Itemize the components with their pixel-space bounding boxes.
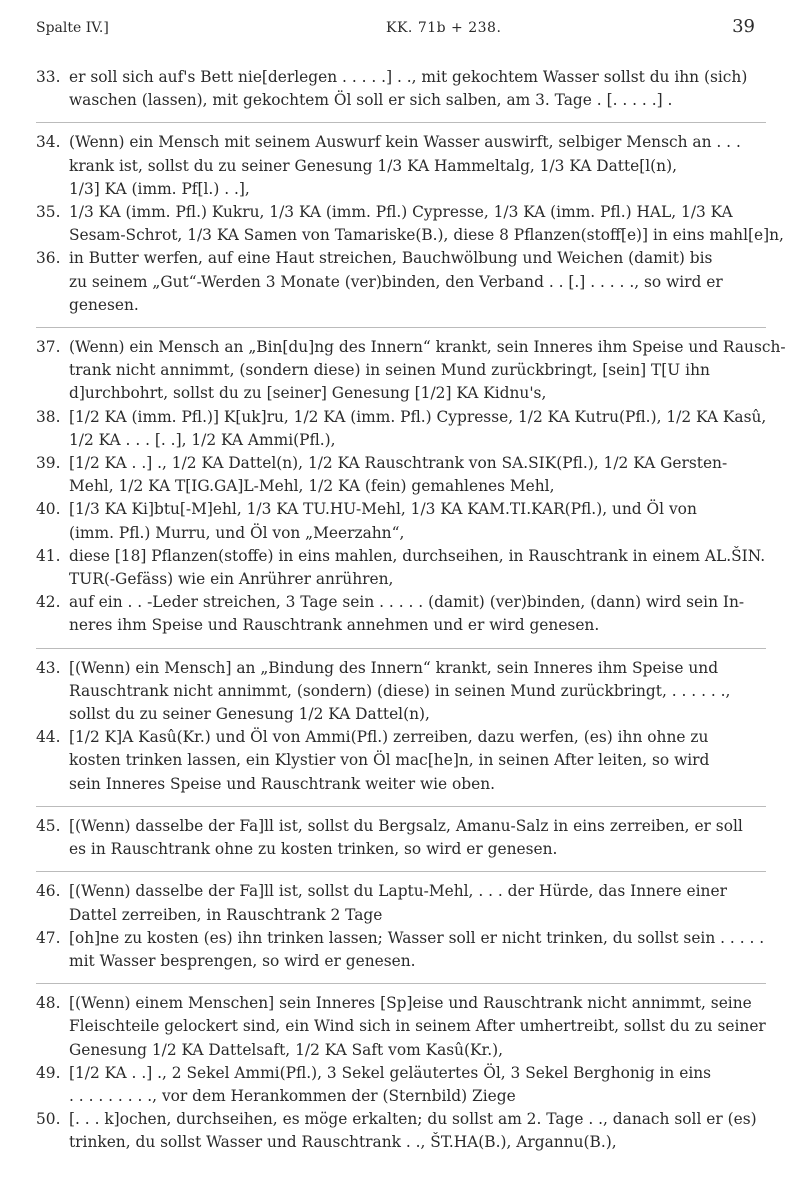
line-text: [1/2 KA . .] ., 2 Sekel Ammi(Pfl.), 3 Sekel geläutertes Öl, 3 Sekel Berghonig in eins xyxy=(69,1063,712,1082)
text-paragraph xyxy=(36,815,766,861)
line-number: 38. xyxy=(36,407,61,426)
text-line: . . . . . . . . ., vor dem Herankommen der (Sternbild) Ziege xyxy=(69,1086,516,1105)
line-number: 42. xyxy=(36,593,61,612)
text-line: zu seinem „Gut“-Werden 3 Monate (ver)binden, den Verband . . [.] . . . . ., so wird er xyxy=(69,272,723,291)
text-paragraph xyxy=(36,131,784,317)
text-line: Dattel zerreiben, in Rauschtrank 2 Tage xyxy=(69,905,383,924)
line-text: [1/2 K]A Kasû(Kr.) und Öl von Ammi(Pfl.) zerreiben, dazu werfen, (es) ihn ohne zu xyxy=(69,728,709,747)
text-line xyxy=(36,815,766,838)
line-number: 34. xyxy=(36,133,61,152)
line-text: (Wenn) ein Mensch mit seinem Auswurf kein Wasser auswirft, selbiger Mensch an . . . xyxy=(69,133,741,152)
section-divider xyxy=(36,648,766,649)
text-line: Rauschtrank nicht annimmt, (sondern) (diese) in seinen Mund zurückbringt, . . . . . ., xyxy=(69,681,731,700)
line-number: 44. xyxy=(36,728,61,747)
line-text: 1/3 KA (imm. Pfl.) Kukru, 1/3 KA (imm. Pfl.) Cypresse, 1/3 KA (imm. Pfl.) HAL, 1/3 KA xyxy=(69,203,733,222)
text-line: Sesam-Schrot, 1/3 KA Samen von Tamariske(B.), diese 8 Pflanzen(stoff[e)] in eins mahl[e]n, xyxy=(69,226,784,245)
text-line: waschen (lassen), mit gekochtem Öl soll er sich salben, am 3. Tage . [. . . . .] . xyxy=(69,91,673,110)
line-number: 43. xyxy=(36,658,61,677)
text-line xyxy=(36,992,766,1015)
line-number: 35. xyxy=(36,203,61,222)
line-number: 45. xyxy=(36,816,61,835)
line-text: [(Wenn) dasselbe der Fa]ll ist, sollst du Laptu-Mehl, . . . der Hürde, das Innere einer xyxy=(69,882,727,901)
text-line xyxy=(36,452,766,475)
line-number: 46. xyxy=(36,882,61,901)
column-label: Spalte IV.] xyxy=(36,20,109,36)
text-line xyxy=(36,131,766,154)
line-number: 36. xyxy=(36,249,61,268)
section-divider xyxy=(36,983,766,984)
section-divider xyxy=(36,327,766,328)
text-line: sein Inneres Speise und Rauschtrank weiter wie oben. xyxy=(69,774,496,793)
text-line xyxy=(36,880,766,903)
text-line xyxy=(36,201,766,224)
section-divider xyxy=(36,122,766,123)
text-paragraph xyxy=(36,336,786,638)
text-reference: KK. 71b + 238. xyxy=(386,20,502,36)
line-number: 39. xyxy=(36,454,61,473)
line-text: [1/3 KA Ki]btu[-M]ehl, 1/3 KA TU.HU-Mehl, 1/3 KA KAM.TI.KAR(Pfl.), und Öl von xyxy=(69,500,697,519)
text-line xyxy=(36,498,766,521)
line-number: 40. xyxy=(36,500,61,519)
line-text: [(Wenn) ein Mensch] an „Bindung des Innern“ krankt, sein Inneres ihm Speise und xyxy=(69,658,719,677)
line-number: 33. xyxy=(36,68,61,86)
text-line: 1/2 KA . . . [. .], 1/2 KA Ammi(Pfl.), xyxy=(69,430,336,449)
line-text: [1/2 KA (imm. Pfl.)] K[uk]ru, 1/2 KA (imm. Pfl.) Cypresse, 1/2 KA Kutru(Pfl.), 1/2 KA Kasû, xyxy=(69,407,767,426)
document-body xyxy=(36,66,786,1161)
text-line: (imm. Pfl.) Murru, und Öl von „Meerzahn“, xyxy=(69,523,405,542)
page-number: 39 xyxy=(732,16,755,37)
text-line xyxy=(36,406,766,429)
text-paragraph xyxy=(36,66,766,112)
text-line: Genesung 1/2 KA Dattelsaft, 1/2 KA Saft vom Kasû(Kr.), xyxy=(69,1040,504,1059)
text-line xyxy=(36,591,766,614)
text-line: Mehl, 1/2 KA T[IG.GA]L-Mehl, 1/2 KA (fein) gemahlenes Mehl, xyxy=(69,477,555,496)
text-line xyxy=(36,336,786,359)
line-text: [(Wenn) dasselbe der Fa]ll ist, sollst du Bergsalz, Amanu-Salz in eins zerreiben, er soll xyxy=(69,816,743,835)
line-text: [. . . k]ochen, durchseihen, es möge erkalten; du sollst am 2. Tage . ., danach soll er (es) xyxy=(69,1110,757,1129)
text-line: neres ihm Speise und Rauschtrank annehmen und er wird genesen. xyxy=(69,616,600,635)
text-line: d]urchbohrt, sollst du zu [seiner] Genesung [1/2] KA Kidnu's, xyxy=(69,384,547,403)
text-line: mit Wasser besprengen, so wird er genesen. xyxy=(69,951,416,970)
text-paragraph xyxy=(36,657,766,796)
line-text: diese [18] Pflanzen(stoffe) in eins mahlen, durchseihen, in Rauschtrank in einem AL.ŠIN. xyxy=(69,546,766,565)
line-number: 50. xyxy=(36,1110,61,1129)
line-number: 49. xyxy=(36,1063,61,1082)
line-text: er soll sich auf's Bett nie[derlegen . . . . .] . ., mit gekochtem Wasser sollst du ihn (sich) xyxy=(69,68,748,86)
line-text: [oh]ne zu kosten (es) ihn trinken lassen; Wasser soll er nicht trinken, du sollst sein . . . . . xyxy=(69,928,765,947)
text-line xyxy=(36,247,766,270)
text-line xyxy=(36,927,766,950)
text-line: kosten trinken lassen, ein Klystier von Öl mac[he]n, in seinen After leiten, so wird xyxy=(69,751,710,770)
text-line xyxy=(36,726,766,749)
line-number: 41. xyxy=(36,546,61,565)
text-line: genesen. xyxy=(69,295,139,314)
line-text: in Butter werfen, auf eine Haut streichen, Bauchwölbung und Weichen (damit) bis xyxy=(69,249,713,268)
text-line xyxy=(36,1108,766,1131)
line-number: 48. xyxy=(36,994,61,1013)
line-number: 47. xyxy=(36,928,61,947)
line-text: [(Wenn) einem Menschen] sein Inneres [Sp]eise und Rauschtrank nicht annimmt, seine xyxy=(69,994,752,1013)
line-text: (Wenn) ein Mensch an „Bin[du]ng des Innern“ krankt, sein Inneres ihm Speise und Rausch- xyxy=(69,338,786,357)
section-divider xyxy=(36,871,766,872)
text-line: trinken, du sollst Wasser und Rauschtrank . ., ŠT.HA(B.), Argannu(B.), xyxy=(69,1133,617,1152)
page-header xyxy=(36,14,765,42)
text-line xyxy=(36,1062,766,1085)
text-line: TUR(-Gefäss) wie ein Anrührer anrühren, xyxy=(69,570,394,589)
text-line: sollst du zu seiner Genesung 1/2 KA Dattel(n), xyxy=(69,705,430,724)
text-line: es in Rauschtrank ohne zu kosten trinken, so wird er genesen. xyxy=(69,840,558,859)
line-text: [1/2 KA . .] ., 1/2 KA Dattel(n), 1/2 KA Rauschtrank von SA.SIK(Pfl.), 1/2 KA Gersten- xyxy=(69,454,728,473)
text-line: 1/3] KA (imm. Pf[l.) . .], xyxy=(69,179,250,198)
text-line xyxy=(36,657,766,680)
section-divider xyxy=(36,806,766,807)
line-text: auf ein . . -Leder streichen, 3 Tage sein . . . . . (damit) (ver)binden, (dann) wird sein In- xyxy=(69,593,745,612)
text-line: trank nicht annimmt, (sondern diese) in seinen Mund zurückbringt, [sein] T[U ihn xyxy=(69,361,710,380)
line-number: 37. xyxy=(36,338,61,357)
text-paragraph xyxy=(36,992,766,1154)
text-line: Fleischteile gelockert sind, ein Wind sich in seinem After umhertreibt, sollst du zu seiner xyxy=(69,1017,766,1036)
text-line: krank ist, sollst du zu seiner Genesung 1/3 KA Hammeltalg, 1/3 KA Datte[l(n), xyxy=(69,156,677,175)
text-paragraph xyxy=(36,880,766,973)
text-line xyxy=(36,66,766,89)
text-line xyxy=(36,545,766,568)
